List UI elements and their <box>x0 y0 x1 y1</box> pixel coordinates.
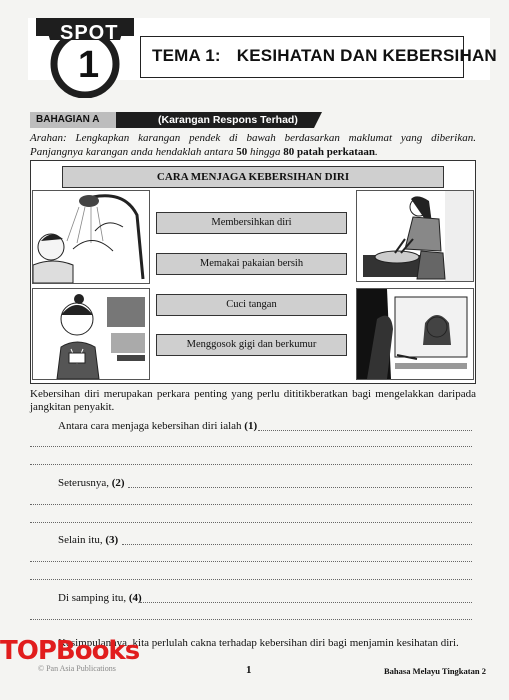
answer-line[interactable] <box>30 619 472 620</box>
instructions: Arahan: Lengkapkan karangan pendek di bawah berdasarkan maklumat yang diberikan. Panjangnya karangan anda hendaklah antara 50 hingga 80 patah perkataan. <box>30 132 476 158</box>
essay-prompt: Di samping itu, (4) <box>58 592 142 604</box>
publisher-credit: © Pan Asia Publications <box>38 664 116 673</box>
handwashing-illustration <box>356 190 474 282</box>
section-label: BAHAGIAN A <box>36 114 100 125</box>
topbooks-logo: TOPBooks <box>0 636 140 666</box>
answer-line[interactable] <box>30 522 472 523</box>
method-item: Membersihkan diri <box>156 212 347 234</box>
answer-line[interactable] <box>128 487 472 488</box>
answer-line[interactable] <box>122 544 472 545</box>
toothbrushing-illustration <box>356 288 474 380</box>
essay-intro: Kebersihan diri merupakan perkara penting yang perlu dititikberatkan bagi mengelakkan daripada jangkitan penyakit. <box>30 388 476 413</box>
instructions-label: Arahan <box>30 132 63 144</box>
answer-line[interactable] <box>30 561 472 562</box>
spot-label: SPOT <box>60 22 119 44</box>
page-title <box>152 46 497 66</box>
essay-conclusion: Kesimpulannya, kita perlulah cakna terhadap kebersihan diri bagi menjamin kesihatan diri. <box>58 637 459 649</box>
page-number: 1 <box>246 664 252 676</box>
answer-line[interactable] <box>30 464 472 465</box>
method-item: Memakai pakaian bersih <box>156 253 347 275</box>
dressing-illustration <box>32 288 150 380</box>
spot-number: 1 <box>78 44 100 86</box>
section-type: (Karangan Respons Terhad) <box>158 114 298 126</box>
essay-prompt: Antara cara menjaga kebersihan diri ialah (1) <box>58 420 258 432</box>
method-item: Cuci tangan <box>156 294 347 316</box>
essay-prompt: Seterusnya, (2) <box>58 477 125 489</box>
theme-title: KESIHATAN DAN KEBERSIHAN <box>236 46 497 65</box>
answer-line[interactable] <box>30 579 472 580</box>
shower-illustration <box>32 190 150 284</box>
figure-title: CARA MENJAGA KEBERSIHAN DIRI <box>62 166 444 188</box>
answer-line[interactable] <box>258 430 472 431</box>
answer-line[interactable] <box>30 504 472 505</box>
answer-line[interactable] <box>140 602 472 603</box>
method-item: Menggosok gigi dan berkumur <box>156 334 347 356</box>
answer-line[interactable] <box>30 446 472 447</box>
theme-label: TEMA 1: <box>152 46 221 65</box>
essay-prompt: Selain itu, (3) <box>58 534 119 546</box>
book-title: Bahasa Melayu Tingkatan 2 <box>384 666 486 676</box>
